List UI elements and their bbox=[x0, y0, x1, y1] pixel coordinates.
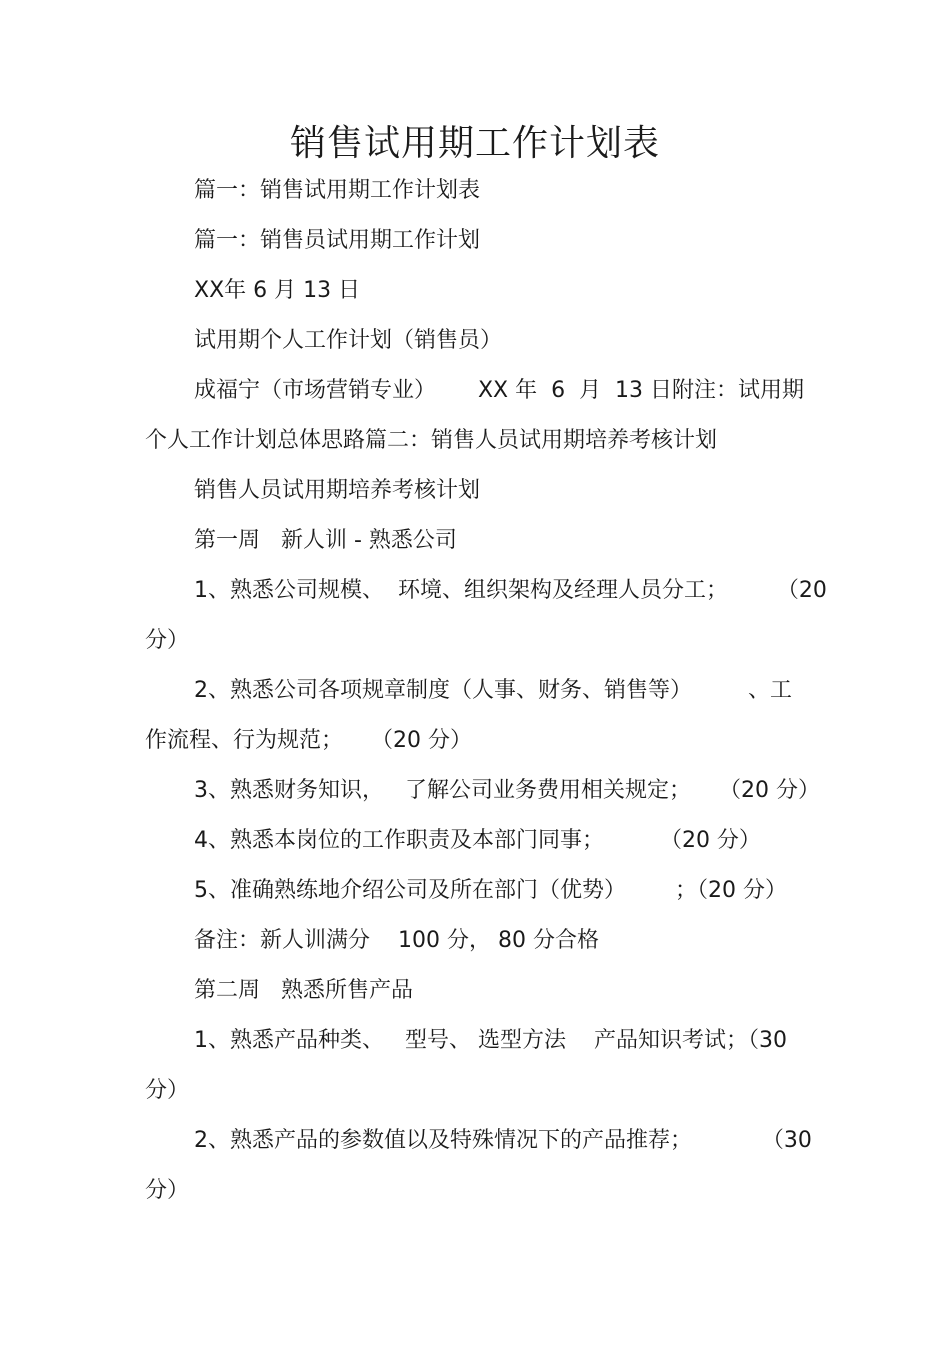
week-one-item-4: 4、熟悉本岗位的工作职责及本部门同事； （20 分） bbox=[194, 828, 761, 853]
author-line: 成福宁（市场营销专业） XX 年 6 月 13 日附注：试用期 bbox=[194, 378, 805, 403]
week-one-note: 备注：新人训满分 100 分， 80 分合格 bbox=[194, 928, 599, 953]
plan-subtitle-line: 试用期个人工作计划（销售员） bbox=[194, 328, 503, 353]
heading-line-1: 篇一：销售试用期工作计划表 bbox=[194, 178, 481, 203]
week-one-item-1-continued: 分） bbox=[145, 628, 190, 653]
date-line: XX年 6 月 13 日 bbox=[194, 278, 361, 303]
author-line-continued: 个人工作计划总体思路篇二：销售人员试用期培养考核计划 bbox=[145, 428, 718, 453]
week-one-item-2: 2、熟悉公司各项规章制度（人事、财务、销售等） 、工 bbox=[194, 678, 792, 703]
week-one-heading: 第一周 新人训 - 熟悉公司 bbox=[194, 528, 457, 553]
week-two-item-2-continued: 分） bbox=[145, 1178, 190, 1203]
week-one-item-5: 5、准确熟练地介绍公司及所在部门（优势） ；（20 分） bbox=[194, 878, 787, 903]
document-title: 销售试用期工作计划表 bbox=[289, 123, 660, 164]
week-two-item-1: 1、熟悉产品种类、 型号、 选型方法 产品知识考试；（30 bbox=[194, 1028, 787, 1053]
week-one-item-3: 3、熟悉财务知识， 了解公司业务费用相关规定； （20 分） bbox=[194, 778, 820, 803]
week-two-item-1-continued: 分） bbox=[145, 1078, 190, 1103]
heading-line-2: 篇一：销售员试用期工作计划 bbox=[194, 228, 481, 253]
week-two-heading: 第二周 熟悉所售产品 bbox=[194, 978, 413, 1003]
week-one-item-1: 1、熟悉公司规模、 环境、组织架构及经理人员分工； （20 bbox=[194, 578, 827, 603]
week-one-item-2-continued: 作流程、行为规范； （20 分） bbox=[145, 728, 472, 753]
week-two-item-2: 2、熟悉产品的参数值以及特殊情况下的产品推荐； （30 bbox=[194, 1128, 812, 1153]
section-title-line: 销售人员试用期培养考核计划 bbox=[194, 478, 481, 503]
